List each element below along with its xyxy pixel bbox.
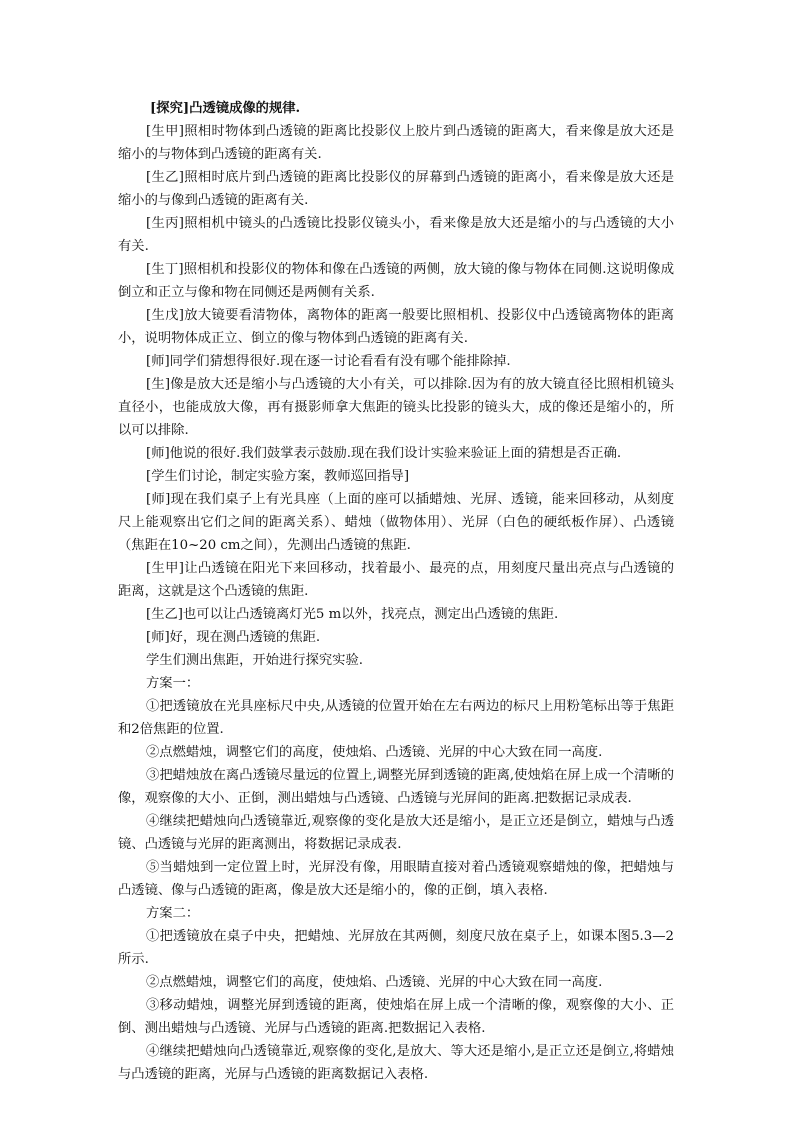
paragraph: [生乙]照相时底片到凸透镜的距离比投影仪的屏幕到凸透镜的距离小，看来像是放大还是缩小的与像到凸透镜的距离有关. (118, 170, 674, 208)
list-item: ③移动蜡烛，调整光屏到透镜的距离，使烛焰在屏上成一个清晰的像，观察像的大小、正倒、测出蜡烛与凸透镜、光屏与凸透镜的距离.把数据记入表格. (118, 998, 674, 1036)
list-item: ④继续把蜡烛向凸透镜靠近,观察像的变化是放大还是缩小，是正立还是倒立，蜡烛与凸透镜、凸透镜与光屏的距离测出，将数据记录成表. (118, 814, 674, 852)
paragraph: 学生们测出焦距，开始进行探究实验. (146, 653, 363, 668)
paragraph: [生丁]照相机和投影仪的物体和像在凸透镜的两侧，放大镜的像与物体在同侧.这说明像成倒立和正立与像和物在同侧还是两侧有关系. (118, 262, 674, 300)
paragraph: [生甲]让凸透镜在阳光下来回移动，找着最小、最亮的点，用刻度尺量出亮点与凸透镜的距离，这就是这个凸透镜的焦距. (118, 561, 674, 599)
paragraph: [生]像是放大还是缩小与凸透镜的大小有关，可以排除.因为有的放大镜直径比照相机镜头直径小，也能成放大像，再有摄影师拿大焦距的镜头比投影的镜头大，成的像还是缩小的，所以可以排除. (118, 377, 674, 438)
paragraph: [师]同学们猜想得很好.现在逐一讨论看看有没有哪个能排除掉. (146, 354, 511, 369)
section-heading: 方案二： (146, 906, 200, 921)
section-heading: 方案一： (146, 676, 200, 691)
paragraph: [师]好，现在测凸透镜的焦距. (146, 630, 321, 645)
list-item: ①把透镜放在光具座标尺中央,从透镜的位置开始在左右两边的标尺上用粉笔标出等于焦距和2倍焦距的位置. (118, 699, 674, 737)
paragraph: [师]他说的很好.我们鼓掌表示鼓励.现在我们设计实验来验证上面的猜想是否正确. (146, 446, 622, 461)
paragraph: [生丙]照相机中镜头的凸透镜比投影仪镜头小，看来像是放大还是缩小的与凸透镜的大小有关. (118, 216, 674, 254)
paragraph: [师]现在我们桌子上有光具座（上面的座可以插蜡烛、光屏、透镜，能来回移动，从刻度尺上能观察出它们之间的距离关系）、蜡烛（做物体用）、光屏（白色的硬纸板作屏）、凸透镜（焦距在10~20 cm之间），先测出凸透镜的焦距. (118, 492, 674, 553)
list-item: ⑤当蜡烛到一定位置上时，光屏没有像，用眼睛直接对着凸透镜观察蜡烛的像，把蜡烛与凸透镜、像与凸透镜的距离，像是放大还是缩小的，像的正倒，填入表格. (118, 860, 674, 898)
paragraph: [生乙]也可以让凸透镜离灯光5 m以外，找亮点，测定出凸透镜的焦距. (146, 607, 559, 622)
list-item: ④继续把蜡烛向凸透镜靠近,观察像的变化,是放大、等大还是缩小,是正立还是倒立,将蜡烛与凸透镜的距离，光屏与凸透镜的距离数据记入表格. (118, 1044, 674, 1082)
list-item: ②点燃蜡烛，调整它们的高度，使烛焰、凸透镜、光屏的中心大致在同一高度. (146, 745, 603, 760)
list-item: ②点燃蜡烛，调整它们的高度，使烛焰、凸透镜、光屏的中心大致在同一高度. (146, 975, 603, 990)
paragraph: [学生们讨论，制定实验方案，教师巡回指导] (146, 469, 410, 484)
paragraph: [生戊]放大镜要看清物体，离物体的距离一般要比照相机、投影仪中凸透镜离物体的距离小，说明物体成正立、倒立的像与物体到凸透镜的距离有关. (118, 308, 674, 346)
paragraph: [生甲]照相时物体到凸透镜的距离比投影仪上胶片到凸透镜的距离大，看来像是放大还是缩小的与物体到凸透镜的距离有关. (118, 124, 674, 162)
document-page (118, 97, 674, 1086)
list-item: ③把蜡烛放在离凸透镜尽量远的位置上,调整光屏到透镜的距离,使烛焰在屏上成一个清晰的像，观察像的大小、正倒，测出蜡烛与凸透镜、凸透镜与光屏间的距离.把数据记录成表. (118, 768, 674, 806)
section-title: [探究]凸透镜成像的规律. (150, 101, 301, 116)
list-item: ①把透镜放在桌子中央，把蜡烛、光屏放在其两侧，刻度尺放在桌子上，如课本图5.3—2所示. (118, 929, 674, 967)
